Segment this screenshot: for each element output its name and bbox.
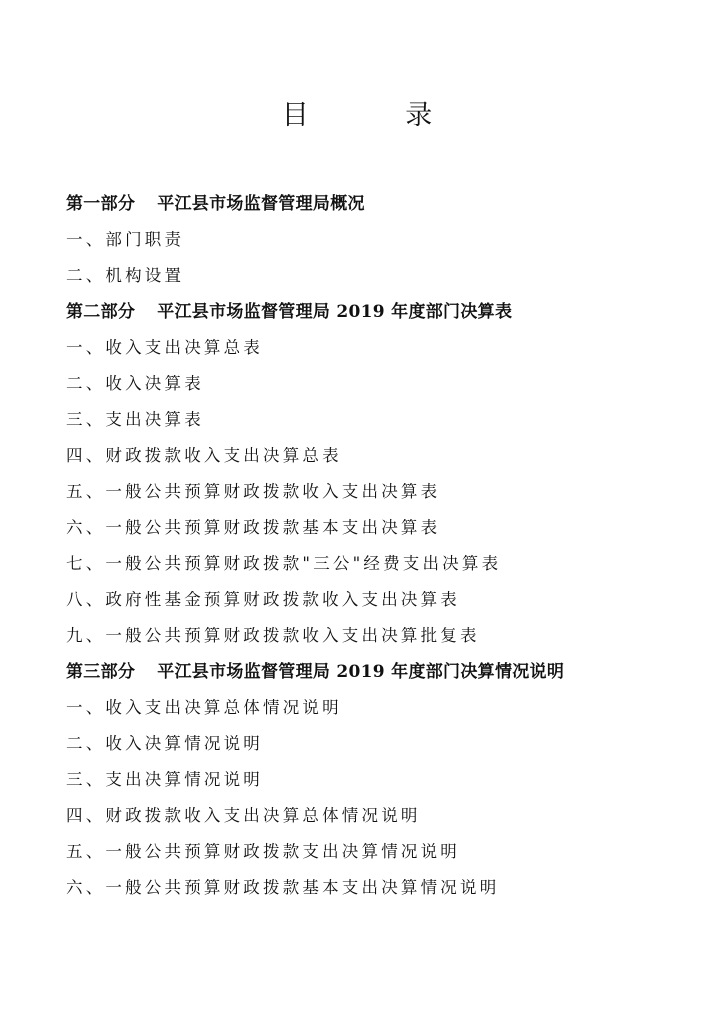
section-part-label: 第三部分: [66, 662, 136, 682]
toc-section-heading: [66, 186, 686, 222]
toc-item: 三、支出决算表: [66, 410, 204, 429]
toc-item: 五、一般公共预算财政拨款收入支出决算表: [66, 482, 441, 501]
toc-item: 二、机构设置: [66, 266, 185, 285]
toc-item: 八、政府性基金预算财政拨款收入支出决算表: [66, 590, 460, 609]
toc-item: 二、收入决算表: [66, 374, 204, 393]
toc-item: 二、收入决算情况说明: [66, 734, 263, 753]
toc-section-heading: [66, 294, 686, 330]
page-title: 目 录: [281, 100, 477, 131]
toc-section-heading: [66, 654, 686, 690]
toc-item: 四、财政拨款收入支出决算总体情况说明: [66, 806, 421, 825]
section-title: 平江县市场监督管理局 2019 年度部门决算情况说明: [157, 662, 565, 682]
table-of-contents: [66, 186, 686, 906]
toc-item: 一、收入支出决算总表: [66, 338, 263, 357]
toc-item: 三、支出决算情况说明: [66, 770, 263, 789]
section-part-label: 第一部分: [66, 194, 136, 214]
section-title: 平江县市场监督管理局 2019 年度部门决算表: [157, 302, 513, 322]
toc-item: 四、财政拨款收入支出决算总表: [66, 446, 342, 465]
toc-item: 一、收入支出决算总体情况说明: [66, 698, 342, 717]
toc-item: 五、一般公共预算财政拨款支出决算情况说明: [66, 842, 460, 861]
toc-item: 一、部门职责: [66, 230, 185, 249]
section-title: 平江县市场监督管理局概况: [157, 194, 365, 214]
section-part-label: 第二部分: [66, 302, 136, 322]
toc-item: 六、一般公共预算财政拨款基本支出决算情况说明: [66, 878, 500, 897]
toc-item: 七、一般公共预算财政拨款"三公"经费支出决算表: [66, 554, 502, 573]
toc-item: 九、一般公共预算财政拨款收入支出决算批复表: [66, 626, 480, 645]
toc-item: 六、一般公共预算财政拨款基本支出决算表: [66, 518, 441, 537]
